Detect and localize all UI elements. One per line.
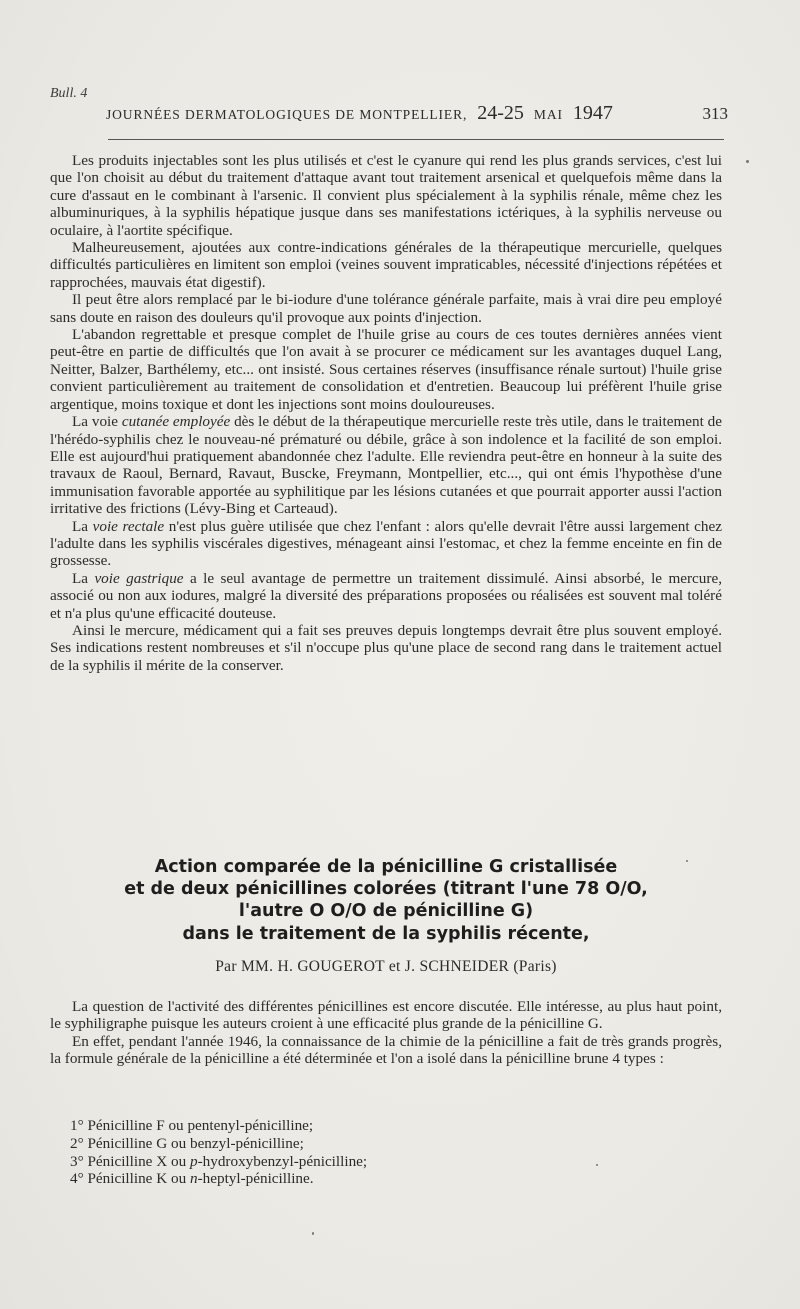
list-item: 4° Pénicilline K ou n-heptyl-pénicilline. (70, 1170, 314, 1188)
header-date-month: MAI (533, 107, 563, 122)
paper-speck (746, 160, 749, 163)
emphasis: cutanée employée (121, 413, 231, 431)
list-item: 1° Pénicilline F ou pentenyl-pénicilline; (70, 1117, 314, 1134)
previous-article-text (50, 152, 722, 674)
article-title (50, 856, 722, 945)
paper-speck (312, 1232, 314, 1235)
list-item: 2° Pénicilline G ou benzyl-pénicilline; (70, 1134, 304, 1152)
title-line: et de deux pénicillines colorées (titrant l'une 78 O/O, (124, 879, 648, 900)
header-left (106, 102, 613, 125)
bulletin-number: Bull. 4 (50, 86, 88, 101)
running-header (106, 102, 728, 125)
paragraph: Ainsi le mercure, médicament qui a fait ses preuves depuis longtemps devrait être plus souvent employé. Ses indications restent nombreuses et s'il n'occupe plus qu'une place de second rang dans le traitement actuel de la syphilis il mérite de la conserver. (50, 621, 722, 674)
penicillin-types-list (70, 1117, 722, 1188)
paragraph: La question de l'activité des différentes pénicillines est encore discutée. Elle intéresse, au plus haut point, le syphiligraphe puisque les auteurs croient à une efficacité plus grande de la pénicilline G. (50, 998, 722, 1033)
paragraph: En effet, pendant l'année 1946, la connaissance de la chimie de la pénicilline a fait de très grands progrès, la formule générale de la pénicilline a été déterminée et l'on a isolé dans la pénicilline brune 4 types : (50, 1032, 722, 1068)
title-line: Action comparée de la pénicilline G cristallisée (154, 857, 618, 877)
paragraph: Malheureusement, ajoutées aux contre-indications générales de la thérapeutique mercurielle, quelques difficultés particulières en limitent son emploi (veines souvent impraticables, nécessité d'injections répétées et rapprochées, mauvais état digestif). (50, 239, 722, 291)
header-rule (108, 139, 724, 140)
article-text (50, 998, 722, 1068)
paragraph: Les produits injectables sont les plus utilisés et c'est le cyanure qui rend les plus grands services, c'est lui que l'on choisit au début du traitement d'attaque avant tout traitement arsenical et quelquefois même dans la cure d'assaut en le combinant à l'arsenic. Il convient plus spécialement à la syphilis rénale, même chez les albuminuriques, à la syphilis hépatique jusque dans ses manifestations ictériques, à la syphilis nerveuse ou oculaire, à l'aortite spécifique. (50, 152, 722, 239)
paper-speck (596, 1164, 598, 1166)
header-date-year: 1947 (572, 102, 613, 124)
paragraph: Il peut être alors remplacé par le bi-iodure d'une tolérance générale parfaite, mais à vrai dire peu employé sans doute en raison des douleurs qu'il provoque aux points d'injection. (50, 291, 722, 326)
title-line: l'autre O O/O de pénicilline G) (238, 901, 534, 922)
list-item: 3° Pénicilline X ou p-hydroxybenzyl-pénicilline; (70, 1152, 368, 1170)
paper-speck (686, 860, 688, 862)
paragraph: La voie gastrique a le seul avantage de permettre un traitement dissimulé. Ainsi absorbé, le mercure, associé ou non aux iodures, malgré la diversité des préparations proposées ou réalisées est souvent mal toléré et n'a plus qu'une efficacité douteuse. (50, 569, 722, 622)
journal-name: JOURNÉES DERMATOLOGIQUES DE MONTPELLIER, (106, 107, 468, 122)
page-number: 313 (702, 104, 728, 123)
header-date-days: 24-25 (477, 102, 524, 124)
emphasis: voie gastrique (94, 569, 184, 587)
paragraph: La voie rectale n'est plus guère utilisée que chez l'enfant : alors qu'elle devrait l'être aussi largement chez l'adulte dans les syphilis viscérales digestives, ménageant ainsi l'estomac, et chez la femme enceinte en fin de grossesse. (50, 517, 722, 570)
article-byline: Par MM. H. GOUGEROT et J. SCHNEIDER (Paris) (215, 958, 557, 975)
title-line: dans le traitement de la syphilis récente, (182, 923, 590, 944)
paragraph: L'abandon regrettable et presque complet de l'huile grise au cours de ces toutes dernières années vient peut-être en partie de difficultés que l'on avait à se procurer ce médicament sur les avantages duquel Lang, Neitter, Balzer, Barthélemy, etc... ont insisté. Sous certaines réserves (insuffisance rénale surtout) l'huile grise convient particulièrement au traitement de consolidation et d'entretien. Beaucoup lui préfèrent l'huile grise argentique, moins toxique et dont les injections sont moins douloureuses. (50, 326, 722, 413)
emphasis: voie rectale (92, 517, 165, 535)
paragraph: La voie cutanée employée dès le début de la thérapeutique mercurielle reste très utile, dans le traitement de l'hérédo-syphilis chez le nouveau-né prématuré ou débile, grâce à son indolence et la facilité de son emploi. Elle est aujourd'hui pratiquement abandonnée chez l'adulte. Elle reviendra peut-être en honneur à la suite des travaux de Raoul, Bernard, Ravaut, Buscke, Freymann, Montpellier, etc..., qui ont émis l'hypothèse d'une immunisation favorable apportée au syphilitique par les lésions cutanées et que pourrait apporter aussi l'action irritative des frictions (Lévy-Bing et Carteaud). (50, 413, 723, 518)
